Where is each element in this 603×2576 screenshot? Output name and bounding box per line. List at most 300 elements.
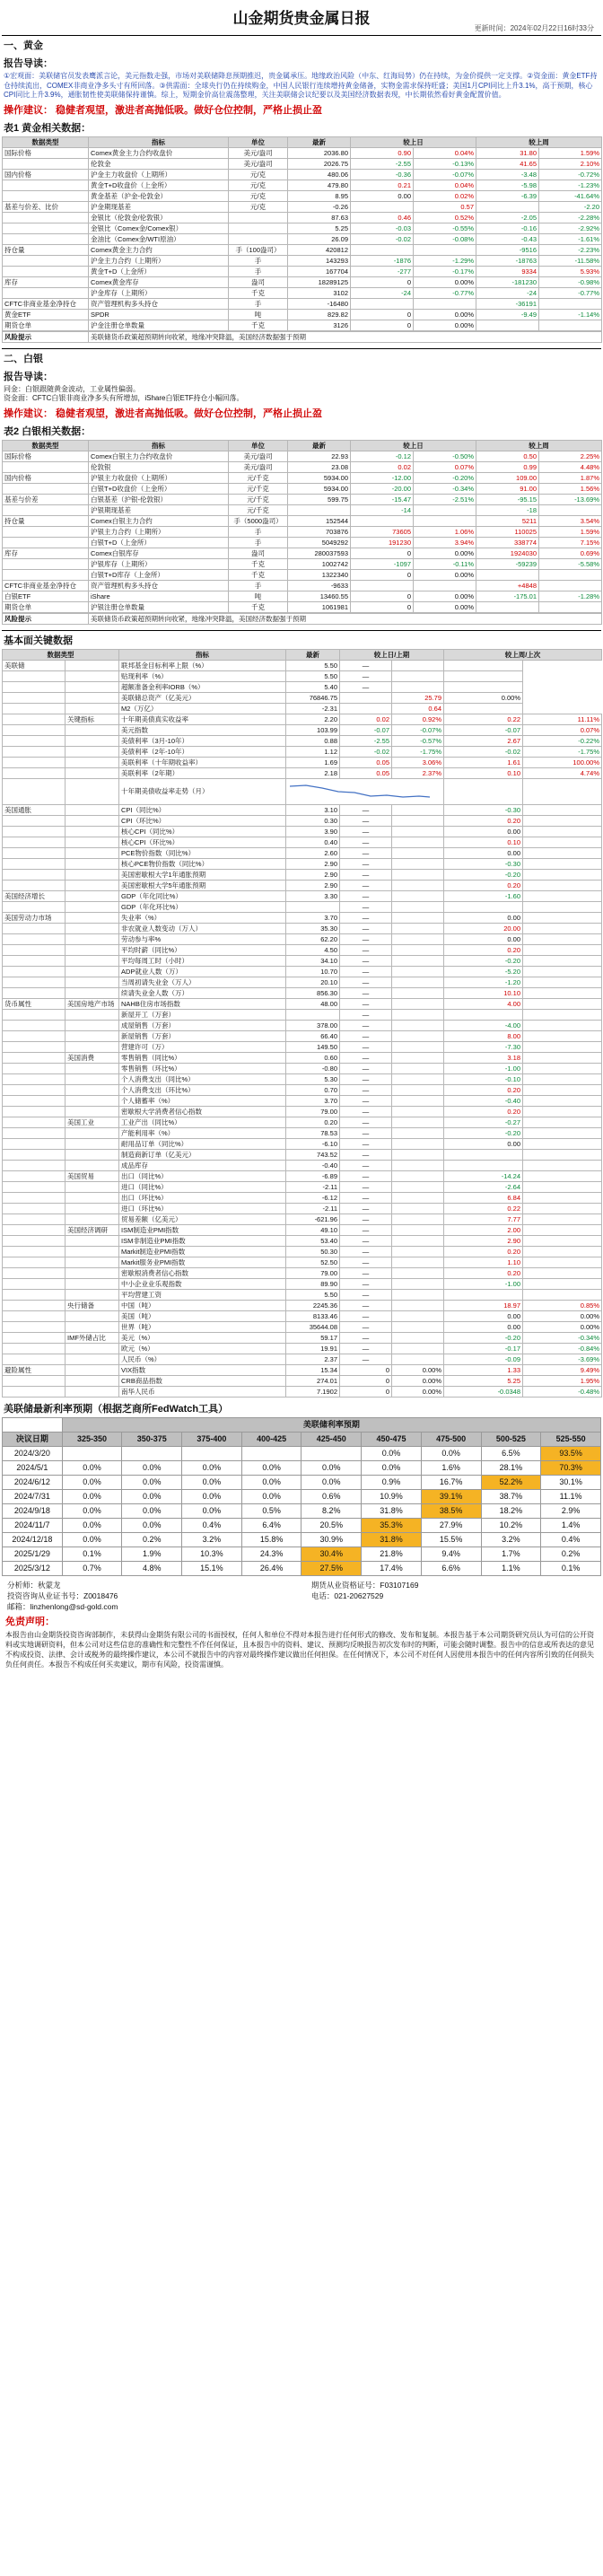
- value-cell: -6.39: [476, 190, 539, 201]
- table-row: [3, 692, 602, 703]
- probability-cell: 0.0%: [62, 1532, 122, 1546]
- probability-cell: 0.7%: [62, 1561, 122, 1575]
- value-cell: [286, 1009, 340, 1020]
- value-cell: -1097: [351, 558, 414, 569]
- probability-cell: 1.6%: [421, 1460, 481, 1475]
- category-cell: [66, 880, 119, 890]
- value-cell: [523, 901, 602, 912]
- table-row: [3, 1321, 602, 1332]
- category-cell: [3, 1310, 66, 1321]
- value-cell: 2.90: [444, 1235, 523, 1246]
- value-cell: [392, 1160, 444, 1170]
- category-cell: CFTC非商业基金净持仓: [3, 580, 89, 591]
- value-cell: 3.70: [286, 912, 340, 923]
- value-cell: [392, 987, 444, 998]
- table-row: [3, 670, 602, 681]
- category-cell: [3, 1020, 66, 1030]
- indicator-cell: GDP（年化环比%）: [119, 901, 286, 912]
- fedwatch-row: [3, 1475, 601, 1489]
- gold-header-cell: 最新: [288, 136, 351, 147]
- fedwatch-group-header: 美联储利率预期: [62, 1417, 600, 1432]
- category-cell: [66, 933, 119, 944]
- probability-cell: 0.0%: [182, 1460, 242, 1475]
- email[interactable]: 邮箱：linzhenlong@sd-gold.com: [7, 1601, 118, 1611]
- value-cell: 35.30: [286, 923, 340, 933]
- category-cell: [66, 1257, 119, 1267]
- value-cell: [392, 890, 444, 901]
- value-cell: 美元/盎司: [229, 461, 288, 472]
- value-cell: -20.00: [351, 483, 414, 494]
- probability-cell: 3.2%: [182, 1532, 242, 1546]
- indicator-cell: 沪银主力收盘价（上期所）: [89, 472, 229, 483]
- value-cell: -1.75%: [392, 746, 444, 757]
- category-cell: [3, 1267, 66, 1278]
- probability-cell: 15.5%: [421, 1532, 481, 1546]
- table-row: [3, 1030, 602, 1041]
- indicator-cell: 世界（吨）: [119, 1321, 286, 1332]
- value-cell: 149.50: [286, 1041, 340, 1052]
- value-cell: —: [340, 1203, 392, 1214]
- value-cell: 0.02: [340, 714, 392, 724]
- value-cell: 280037593: [288, 548, 351, 558]
- category-cell: [3, 558, 89, 569]
- value-cell: 0: [340, 1364, 392, 1375]
- value-cell: 0: [351, 591, 414, 601]
- value-cell: -0.07: [340, 724, 392, 735]
- category-cell: 央行储备: [66, 1300, 119, 1310]
- consult-number: 投资咨询从业证书号：Z0018476: [7, 1590, 118, 1600]
- fedwatch-header-cell: 475-500: [421, 1432, 481, 1446]
- category-cell: [66, 1192, 119, 1203]
- probability-cell: 31.8%: [362, 1532, 422, 1546]
- table-row: [3, 767, 602, 778]
- value-cell: 703876: [288, 526, 351, 537]
- value-cell: 35644.08: [286, 1321, 340, 1332]
- category-cell: [66, 890, 119, 901]
- value-cell: -95.15: [476, 494, 539, 504]
- value-cell: [523, 1289, 602, 1300]
- value-cell: [392, 944, 444, 955]
- value-cell: -24: [351, 287, 414, 298]
- indicator-cell: 成品库存: [119, 1160, 286, 1170]
- value-cell: 0.00: [444, 847, 523, 858]
- category-cell: [66, 1149, 119, 1160]
- value-cell: —: [340, 1052, 392, 1063]
- category-cell: [3, 977, 66, 987]
- category-cell: [3, 826, 66, 837]
- value-cell: 167704: [288, 266, 351, 276]
- value-cell: —: [340, 1192, 392, 1203]
- gold-header-cell: 指标: [89, 136, 229, 147]
- value-cell: 5.50: [286, 1289, 340, 1300]
- category-cell: 持仓量: [3, 515, 89, 526]
- value-cell: 0.92%: [392, 714, 444, 724]
- macro-header-cell: 最新: [286, 649, 340, 660]
- macro-section-title: 基本面关键数据: [4, 635, 73, 646]
- value-cell: 2.37%: [392, 767, 444, 778]
- category-cell: [3, 1235, 66, 1246]
- value-cell: 5934.00: [288, 483, 351, 494]
- value-cell: -0.27: [444, 1117, 523, 1127]
- indicator-cell: CRB商品指数: [119, 1375, 286, 1386]
- indicator-cell: NAHB住房市场指数: [119, 998, 286, 1009]
- table-row: [3, 933, 602, 944]
- value-cell: [392, 1106, 444, 1117]
- indicator-cell: 非农就业人数变动（万人）: [119, 923, 286, 933]
- indicator-cell: 平均每周工时（小时）: [119, 955, 286, 966]
- value-cell: [523, 1041, 602, 1052]
- value-cell: 美元/盎司: [229, 451, 288, 461]
- value-cell: —: [340, 1332, 392, 1343]
- value-cell: [523, 1009, 602, 1020]
- value-cell: 5.30: [286, 1073, 340, 1084]
- value-cell: 0.00%: [392, 1375, 444, 1386]
- indicator-cell: 核心CPI（环比%）: [119, 837, 286, 847]
- value-cell: -36191: [476, 298, 539, 309]
- value-cell: [229, 212, 288, 223]
- value-cell: —: [340, 858, 392, 869]
- category-cell: 关键指标: [66, 714, 119, 724]
- value-cell: 52.50: [286, 1257, 340, 1267]
- footer-info: [2, 1580, 601, 1612]
- value-cell: -1.61%: [539, 233, 602, 244]
- category-cell: 持仓量: [3, 244, 89, 255]
- value-cell: 0.20: [444, 944, 523, 955]
- value-cell: -9.49: [476, 309, 539, 320]
- value-cell: —: [340, 1009, 392, 1020]
- value-cell: -3.48: [476, 169, 539, 180]
- value-cell: —: [340, 869, 392, 880]
- probability-cell: 30.4%: [302, 1546, 362, 1561]
- table-row: [3, 858, 602, 869]
- value-cell: -5.20: [444, 966, 523, 977]
- value-cell: 89.90: [286, 1278, 340, 1289]
- category-cell: 库存: [3, 548, 89, 558]
- value-cell: [539, 569, 602, 580]
- value-cell: [523, 1149, 602, 1160]
- value-cell: 吨: [229, 309, 288, 320]
- value-cell: [414, 515, 476, 526]
- telephone: 电话：021-20627529: [310, 1590, 384, 1600]
- indicator-cell: 核心CPI（同比%）: [119, 826, 286, 837]
- category-cell: [3, 287, 89, 298]
- value-cell: -0.07%: [414, 169, 476, 180]
- silver-guide-1: 同金：白银跟随黄金波动，工业属性偏弱。: [4, 384, 140, 393]
- category-cell: [66, 826, 119, 837]
- probability-cell: 0.2%: [122, 1532, 182, 1546]
- fedwatch-row: [3, 1489, 601, 1503]
- probability-cell: 3.2%: [481, 1532, 541, 1546]
- value-cell: 0: [351, 548, 414, 558]
- value-cell: 0.02: [351, 461, 414, 472]
- value-cell: -175.01: [476, 591, 539, 601]
- table-row: [3, 244, 602, 255]
- category-cell: [66, 1354, 119, 1364]
- value-cell: 2.90: [286, 869, 340, 880]
- value-cell: —: [340, 1138, 392, 1149]
- value-cell: 18289125: [288, 276, 351, 287]
- value-cell: 7.15%: [539, 537, 602, 548]
- value-cell: -1876: [351, 255, 414, 266]
- value-cell: 美元/盎司: [229, 158, 288, 169]
- value-cell: -0.03: [351, 223, 414, 233]
- table-row: [3, 1160, 602, 1170]
- table-row: [3, 815, 602, 826]
- value-cell: [523, 1203, 602, 1214]
- indicator-cell: 美联储总资产（亿美元）: [119, 692, 286, 703]
- indicator-cell: Comex黄金主力合约收盘价: [89, 147, 229, 158]
- value-cell: -0.72%: [539, 169, 602, 180]
- value-cell: -1.20: [444, 977, 523, 987]
- category-cell: 美联储: [3, 660, 66, 670]
- table-row: [3, 1203, 602, 1214]
- indicator-cell: 白银T+D收盘价（上金所）: [89, 483, 229, 494]
- value-cell: [523, 1020, 602, 1030]
- category-cell: [3, 1354, 66, 1364]
- value-cell: -1.23%: [539, 180, 602, 190]
- decision-date-cell: 2025/3/12: [3, 1561, 63, 1575]
- category-cell: [66, 692, 119, 703]
- table-row: [3, 266, 602, 276]
- indicator-cell: 零售销售（环比%）: [119, 1063, 286, 1073]
- table-row: [3, 1267, 602, 1278]
- category-cell: [66, 1278, 119, 1289]
- value-cell: 4.48%: [539, 461, 602, 472]
- probability-cell: 0.0%: [241, 1489, 302, 1503]
- value-cell: [523, 1063, 602, 1073]
- probability-cell: 0.0%: [302, 1460, 362, 1475]
- value-cell: [444, 901, 523, 912]
- value-cell: -0.02: [444, 746, 523, 757]
- value-cell: [392, 933, 444, 944]
- value-cell: 109.00: [476, 472, 539, 483]
- value-cell: 0.00%: [414, 320, 476, 330]
- category-cell: [3, 180, 89, 190]
- value-cell: —: [340, 1041, 392, 1052]
- value-cell: [392, 1084, 444, 1095]
- value-cell: [392, 1170, 444, 1181]
- table-row: [3, 1300, 602, 1310]
- category-cell: [66, 1160, 119, 1170]
- value-cell: 2036.80: [288, 147, 351, 158]
- indicator-cell: 美联利率（2年期）: [119, 767, 286, 778]
- category-cell: 美国消费: [66, 1052, 119, 1063]
- value-cell: -0.57%: [392, 735, 444, 746]
- value-cell: 78.53: [286, 1127, 340, 1138]
- gold-header-cell: 较上日: [351, 136, 476, 147]
- silver-header-cell: 较上日: [351, 440, 476, 451]
- value-cell: 0.60: [286, 1052, 340, 1063]
- table-row: [3, 660, 602, 670]
- category-cell: 避险属性: [3, 1364, 66, 1375]
- table-row: [3, 1149, 602, 1160]
- category-cell: 基差与价差、比价: [3, 201, 89, 212]
- probability-cell: 0.1%: [541, 1561, 601, 1575]
- value-cell: [523, 1095, 602, 1106]
- value-cell: 3.10: [286, 804, 340, 815]
- value-cell: [523, 1160, 602, 1170]
- table-row: [3, 1235, 602, 1246]
- value-cell: [340, 692, 392, 703]
- table-row: [3, 483, 602, 494]
- table-row: [3, 1106, 602, 1117]
- category-cell: [66, 847, 119, 858]
- category-cell: [3, 880, 66, 890]
- value-cell: [392, 880, 444, 890]
- probability-cell: 0.0%: [122, 1460, 182, 1475]
- category-cell: [66, 1235, 119, 1246]
- value-cell: -18: [476, 504, 539, 515]
- value-cell: 76846.75: [286, 692, 340, 703]
- value-cell: 11.11%: [523, 714, 602, 724]
- category-cell: [66, 681, 119, 692]
- table-row: [3, 1246, 602, 1257]
- value-cell: 5049292: [288, 537, 351, 548]
- value-cell: [392, 1235, 444, 1246]
- value-cell: [392, 1246, 444, 1257]
- gold-operation-advice: 操作建议： 稳健者观望，激进者高抛低吸。做好仓位控制，严格止损止盈: [4, 104, 323, 116]
- value-cell: —: [340, 1246, 392, 1257]
- value-cell: [288, 504, 351, 515]
- indicator-cell: CPI（同比%）: [119, 804, 286, 815]
- value-cell: 25.79: [392, 692, 444, 703]
- fedwatch-row: [3, 1446, 601, 1460]
- value-cell: 49.10: [286, 1224, 340, 1235]
- category-cell: [3, 569, 89, 580]
- table-row: [3, 472, 602, 483]
- category-cell: [66, 746, 119, 757]
- value-cell: 479.80: [288, 180, 351, 190]
- table-row: [3, 580, 602, 591]
- value-cell: 元/千克: [229, 494, 288, 504]
- category-cell: [3, 670, 66, 681]
- category-cell: [3, 1332, 66, 1343]
- value-cell: 手（100盎司）: [229, 244, 288, 255]
- table-row: [3, 223, 602, 233]
- value-cell: [523, 837, 602, 847]
- value-cell: —: [340, 912, 392, 923]
- silver-risk-label: 风险提示: [3, 613, 89, 624]
- category-cell: [66, 670, 119, 681]
- value-cell: -0.12: [351, 451, 414, 461]
- value-cell: -2.05: [476, 212, 539, 223]
- value-cell: 2.90: [286, 858, 340, 869]
- value-cell: [523, 847, 602, 858]
- table-row: [3, 1181, 602, 1192]
- table-row: [3, 966, 602, 977]
- value-cell: [392, 1009, 444, 1020]
- value-cell: 79.00: [286, 1267, 340, 1278]
- indicator-cell: M2（万亿）: [119, 703, 286, 714]
- value-cell: [392, 1267, 444, 1278]
- category-cell: [66, 724, 119, 735]
- value-cell: -0.48%: [523, 1386, 602, 1397]
- value-cell: 0: [340, 1386, 392, 1397]
- indicator-cell: 资产管理机构多头持仓: [89, 580, 229, 591]
- value-cell: [392, 804, 444, 815]
- category-cell: [66, 1267, 119, 1278]
- indicator-cell: 密歇根大学消费者信心指数: [119, 1106, 286, 1117]
- category-cell: 美国房地产市场: [66, 998, 119, 1009]
- value-cell: [351, 515, 414, 526]
- value-cell: —: [340, 1267, 392, 1278]
- value-cell: —: [340, 890, 392, 901]
- category-cell: [3, 1343, 66, 1354]
- indicator-cell: 贴现利率（%）: [119, 670, 286, 681]
- indicator-cell: 成屋销售（万套）: [119, 1020, 286, 1030]
- indicator-cell: 美债利率（3月-10年）: [119, 735, 286, 746]
- value-cell: -0.09: [444, 1354, 523, 1364]
- category-cell: [3, 1192, 66, 1203]
- probability-cell: 0.1%: [62, 1546, 122, 1561]
- value-cell: —: [340, 1106, 392, 1117]
- value-cell: -16480: [288, 298, 351, 309]
- category-cell: [3, 1203, 66, 1214]
- value-cell: —: [340, 998, 392, 1009]
- decision-date-cell: 2024/5/1: [3, 1460, 63, 1475]
- value-cell: [444, 778, 523, 804]
- table-row: [3, 537, 602, 548]
- category-cell: [3, 158, 89, 169]
- table-row: [3, 977, 602, 987]
- value-cell: -4.00: [444, 1020, 523, 1030]
- value-cell: 53.40: [286, 1235, 340, 1246]
- value-cell: -0.22%: [523, 735, 602, 746]
- indicator-cell: Comex黄金库存: [89, 276, 229, 287]
- silver-section-title: 二、白银: [4, 353, 43, 364]
- value-cell: —: [340, 901, 392, 912]
- indicator-cell: 金银比（Comex金/Comex银）: [89, 223, 229, 233]
- value-cell: [392, 869, 444, 880]
- value-cell: 50.30: [286, 1246, 340, 1257]
- category-cell: 库存: [3, 276, 89, 287]
- value-cell: -0.50%: [414, 451, 476, 461]
- value-cell: 0.20: [444, 1106, 523, 1117]
- value-cell: -5.98: [476, 180, 539, 190]
- probability-cell: 0.0%: [122, 1489, 182, 1503]
- value-cell: 15.34: [286, 1364, 340, 1375]
- category-cell: 美国贸易: [66, 1170, 119, 1181]
- fedwatch-header-cell: 325-350: [62, 1432, 122, 1446]
- probability-cell: 24.3%: [241, 1546, 302, 1561]
- value-cell: -1.28%: [539, 591, 602, 601]
- value-cell: 5.25: [288, 223, 351, 233]
- value-cell: 0: [351, 309, 414, 320]
- value-cell: -2.92%: [539, 223, 602, 233]
- value-cell: 0: [351, 276, 414, 287]
- value-cell: —: [340, 660, 392, 670]
- value-cell: -621.96: [286, 1214, 340, 1224]
- value-cell: -2.51%: [414, 494, 476, 504]
- gold-header-cell: 较上周: [476, 136, 602, 147]
- value-cell: -2.23%: [539, 244, 602, 255]
- value-cell: [523, 826, 602, 837]
- category-cell: 黄金ETF: [3, 309, 89, 320]
- value-cell: —: [340, 923, 392, 933]
- value-cell: -0.34%: [523, 1332, 602, 1343]
- value-cell: 19.91: [286, 1343, 340, 1354]
- value-cell: —: [340, 1354, 392, 1364]
- value-cell: [414, 580, 476, 591]
- indicator-cell: 耐用品订单（同比%）: [119, 1138, 286, 1149]
- value-cell: -12.00: [351, 472, 414, 483]
- value-cell: -0.30: [444, 858, 523, 869]
- value-cell: —: [340, 1235, 392, 1246]
- probability-cell: 35.3%: [362, 1518, 422, 1532]
- value-cell: 7.1902: [286, 1386, 340, 1397]
- category-cell: [3, 837, 66, 847]
- value-cell: 8133.46: [286, 1310, 340, 1321]
